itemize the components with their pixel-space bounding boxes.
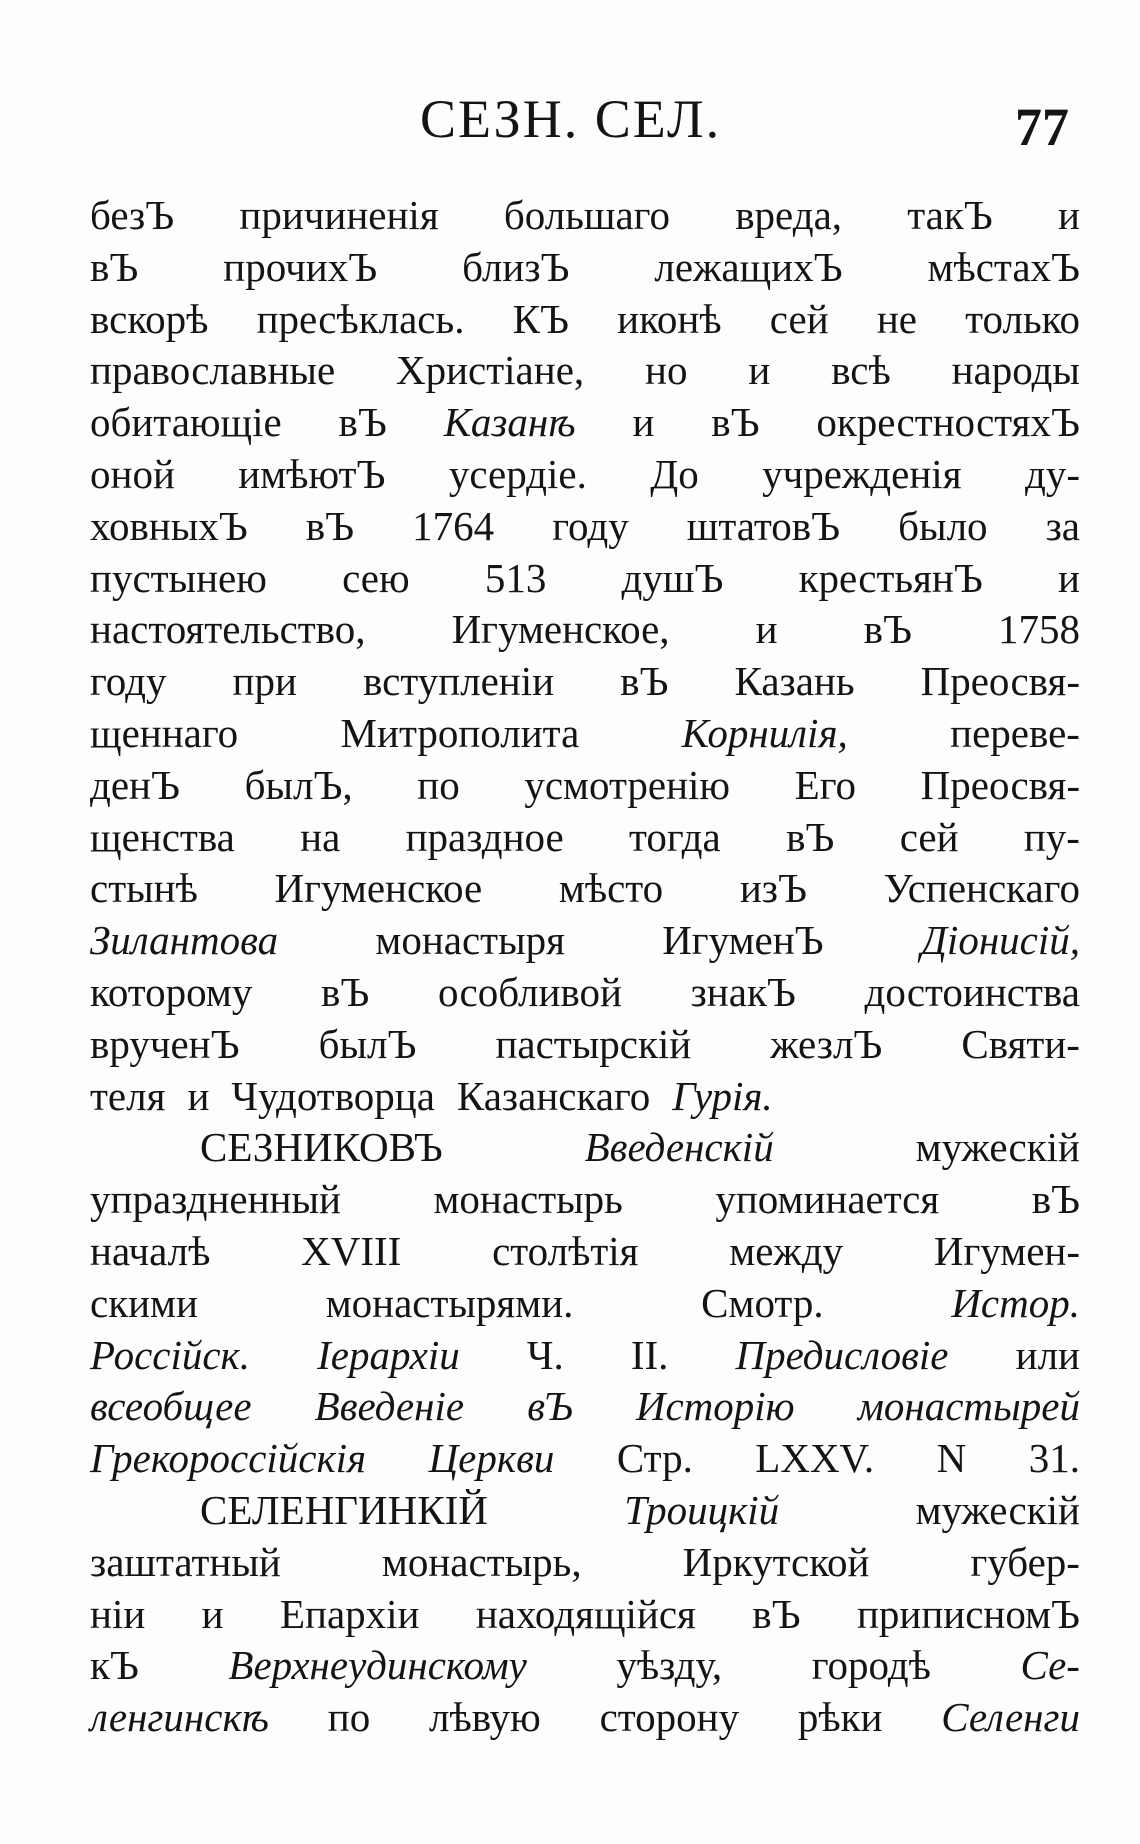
text-word: по: [417, 761, 460, 808]
text-word: Введенскій: [584, 1124, 774, 1171]
text-word: праздное: [405, 813, 564, 860]
text-word: большаго: [503, 192, 670, 238]
text-word: иконѣ: [617, 295, 722, 342]
text-line: [90, 1433, 1080, 1485]
text-word: вступленіи: [363, 658, 555, 705]
text-word: упраздненный: [90, 1176, 341, 1223]
text-word: сторону: [599, 1694, 740, 1741]
text-line: [90, 553, 1080, 605]
text-line: [90, 1640, 1080, 1692]
text-word: Селенги: [941, 1694, 1080, 1741]
text-word: Стр.: [616, 1435, 693, 1482]
text-word: и: [632, 399, 655, 446]
text-word: не: [876, 295, 917, 342]
text-word: усердіе.: [448, 450, 587, 497]
text-word: Успенскаго: [883, 865, 1080, 912]
text-word: XVIII: [301, 1227, 402, 1274]
text-word: мѣсто: [558, 865, 664, 912]
text-line: [90, 708, 1080, 760]
text-word: находящійся: [475, 1590, 696, 1637]
text-word: монастырями.: [325, 1279, 574, 1326]
text-word: вреда,: [735, 192, 843, 238]
text-word: сею: [342, 554, 410, 601]
text-word: Иркутской: [682, 1538, 870, 1585]
text-word: вЪ: [752, 1590, 801, 1637]
text-word: изЪ: [739, 865, 807, 912]
text-word: по: [327, 1694, 371, 1741]
running-head: СЕЗН. СЕЛ.: [420, 89, 722, 149]
text-line: [90, 604, 1080, 656]
text-word: пу-: [1023, 813, 1080, 860]
text-word: всеобщее: [90, 1383, 252, 1430]
text-word: Се-: [1020, 1642, 1080, 1689]
text-word: было: [898, 502, 988, 549]
text-word: щеннаго: [90, 709, 239, 756]
text-word: Верхнеудинскому: [228, 1642, 527, 1689]
text-word: лежащихЪ: [654, 243, 843, 290]
text-word: вЪ: [1031, 1176, 1080, 1223]
text-line: [90, 1537, 1080, 1589]
text-word: Діонисій,: [920, 917, 1080, 964]
text-word: мужескій: [915, 1124, 1080, 1171]
text-word: всѣ: [831, 347, 891, 394]
text-line: [90, 1019, 1080, 1071]
text-word: вЪ: [863, 606, 912, 653]
text-word: безЪ: [90, 192, 175, 238]
text-word: имѣютЪ: [238, 450, 386, 497]
text-word: за: [1045, 502, 1080, 549]
text-line: [90, 1330, 1080, 1382]
text-word: врученЪ: [90, 1020, 240, 1067]
text-word: Корнилія,: [681, 709, 848, 756]
text-word: знакЪ: [690, 968, 796, 1015]
text-word: и: [1057, 192, 1080, 238]
text-word: Истор.: [951, 1279, 1080, 1326]
body-text: [90, 190, 1080, 1744]
text-word: душЪ: [621, 554, 724, 601]
text-word: II.: [630, 1331, 669, 1378]
text-word: Преосвя-: [920, 658, 1080, 705]
text-word: стынѣ: [90, 865, 198, 912]
text-word: при: [232, 658, 297, 705]
text-word: Троицкій: [624, 1486, 780, 1533]
text-word: на: [300, 813, 341, 860]
text-word: усмотренію: [524, 761, 731, 808]
text-word: 1764: [412, 502, 495, 549]
page-number: 77: [1015, 97, 1069, 157]
text-word: вскорѣ: [90, 295, 209, 342]
text-word: которому: [90, 968, 253, 1015]
text-line: [90, 1485, 1080, 1537]
text-word: православные: [90, 347, 336, 394]
text-word: близЪ: [462, 243, 570, 290]
text-word: 1758: [997, 606, 1080, 653]
text-line: [90, 501, 1080, 553]
text-word: народы: [951, 347, 1080, 394]
text-word: Чудотворца: [231, 1072, 435, 1119]
text-word: упоминается: [715, 1176, 940, 1223]
text-word: окрестностяхЪ: [816, 399, 1080, 446]
text-word: вЪ: [321, 968, 370, 1015]
text-word: приписномЪ: [856, 1590, 1080, 1637]
text-word: оной: [90, 450, 175, 497]
text-word: и: [201, 1590, 224, 1637]
text-word: крестьянЪ: [798, 554, 983, 601]
text-word: Введеніе: [314, 1383, 465, 1430]
text-word: денЪ: [90, 761, 180, 808]
text-word: Казанѣ: [443, 399, 576, 446]
text-line: [90, 967, 1080, 1019]
text-line: [90, 397, 1080, 449]
text-word: настоятельство,: [90, 606, 366, 653]
text-word: штатовЪ: [686, 502, 841, 549]
text-word: СЕЗНИКОВЪ: [200, 1124, 443, 1171]
text-word: Преосвя-: [920, 761, 1080, 808]
text-word: и: [1058, 554, 1080, 601]
text-word: вЪ: [786, 813, 835, 860]
text-word: рѣки: [797, 1694, 883, 1741]
text-line: [90, 1589, 1080, 1641]
text-word: пустынею: [90, 554, 267, 601]
text-word: Святи-: [961, 1020, 1080, 1067]
text-word: ИгуменЪ: [662, 917, 824, 964]
text-line: [90, 294, 1080, 346]
text-word: и: [755, 606, 778, 653]
text-word: вЪ: [711, 399, 760, 446]
text-line: [90, 915, 1080, 967]
text-word: Митрополита: [340, 709, 580, 756]
text-word: сей: [769, 295, 829, 342]
text-word: Казань: [734, 658, 855, 705]
text-word: КЪ: [512, 295, 569, 342]
text-word: Грекороссійскія: [90, 1435, 367, 1482]
text-line: [90, 1174, 1080, 1226]
text-word: ніи: [90, 1590, 146, 1637]
text-word: вЪ: [90, 243, 139, 290]
text-word: и: [748, 347, 771, 394]
text-word: былЪ: [318, 1020, 417, 1067]
text-word: сей: [899, 813, 959, 860]
text-word: Зилантова: [90, 917, 279, 964]
text-word: обитающіе: [90, 399, 282, 446]
text-line: [90, 1226, 1080, 1278]
text-word: прочихЪ: [223, 243, 378, 290]
text-word: тогда: [629, 813, 721, 860]
text-word: Гурія.: [672, 1072, 773, 1119]
text-word: кЪ: [90, 1642, 139, 1689]
text-line: [90, 863, 1080, 915]
text-word: теля: [90, 1072, 166, 1119]
text-word: особливой: [437, 968, 622, 1015]
text-line: [90, 1278, 1080, 1330]
text-word: уѣзду,: [616, 1642, 723, 1689]
text-word: Іерархіи: [317, 1331, 460, 1378]
text-word: мѣстахЪ: [927, 243, 1080, 290]
text-word: между: [729, 1227, 844, 1274]
page-header: [0, 88, 1140, 168]
text-word: достоинства: [864, 968, 1080, 1015]
text-word: 31.: [1028, 1435, 1080, 1482]
text-word: Епархіи: [279, 1590, 420, 1637]
text-word: вЪ: [338, 399, 387, 446]
text-word: скими: [90, 1279, 198, 1326]
text-word: Предисловіе: [735, 1331, 949, 1378]
text-word: но: [645, 347, 688, 394]
text-word: заштатный: [90, 1538, 281, 1585]
text-word: монастырей: [857, 1383, 1080, 1430]
text-word: такЪ: [907, 192, 993, 238]
text-word: ленгинскѣ: [90, 1694, 269, 1741]
text-line: [90, 1692, 1080, 1744]
text-word: жезлЪ: [770, 1020, 883, 1067]
text-word: году: [552, 502, 629, 549]
text-word: былЪ,: [244, 761, 353, 808]
text-word: началѣ: [90, 1227, 211, 1274]
text-word: только: [965, 295, 1080, 342]
text-line: [90, 449, 1080, 501]
text-line: [90, 812, 1080, 864]
text-line: [90, 760, 1080, 812]
text-line: [90, 1122, 1080, 1174]
text-word: монастыря: [375, 917, 565, 964]
text-word: 513: [484, 554, 547, 601]
text-line: [90, 242, 1080, 294]
text-word: и: [187, 1072, 210, 1119]
text-word: Игуменское: [274, 865, 483, 912]
text-word: СЕЛЕНГИНКІЙ: [200, 1486, 488, 1533]
text-word: учрежденія: [762, 450, 962, 497]
text-line: [90, 1381, 1080, 1433]
text-line: [90, 190, 1080, 242]
text-word: монастырь: [433, 1176, 623, 1223]
text-line: [90, 656, 1080, 708]
text-word: губер-: [970, 1538, 1080, 1585]
text-word: монастырь,: [381, 1538, 582, 1585]
text-line: [90, 345, 1080, 397]
text-word: Россійск.: [90, 1331, 250, 1378]
text-line: [90, 1071, 1080, 1123]
text-word: Ч.: [526, 1331, 564, 1378]
text-word: переве-: [950, 709, 1080, 756]
text-word: Церкви: [428, 1435, 555, 1482]
text-word: вЪ: [305, 502, 355, 549]
text-word: лѣвую: [428, 1694, 541, 1741]
text-word: столѣтія: [492, 1227, 639, 1274]
text-word: году: [90, 658, 167, 705]
text-word: ховныхЪ: [90, 502, 248, 549]
text-word: Христіане,: [396, 347, 585, 394]
text-word: вЪ: [527, 1383, 573, 1430]
text-word: мужескій: [915, 1486, 1080, 1533]
text-word: вЪ: [620, 658, 669, 705]
text-word: пастырскій: [495, 1020, 692, 1067]
text-word: Исторію: [635, 1383, 795, 1430]
text-word: Его: [794, 761, 857, 808]
text-word: городѣ: [811, 1642, 931, 1689]
text-word: N: [936, 1435, 967, 1482]
text-word: LXXV.: [755, 1435, 875, 1482]
text-word: Игумен-: [933, 1227, 1080, 1274]
text-word: щенства: [90, 813, 235, 860]
text-word: Смотр.: [701, 1279, 824, 1326]
text-word: До: [650, 450, 699, 497]
text-word: или: [1015, 1331, 1080, 1378]
text-word: ду-: [1024, 450, 1080, 497]
text-word: причиненія: [239, 192, 439, 238]
text-word: пресѣклась.: [256, 295, 465, 342]
text-word: Игуменское,: [451, 606, 670, 653]
text-word: Казанскаго: [456, 1072, 651, 1119]
